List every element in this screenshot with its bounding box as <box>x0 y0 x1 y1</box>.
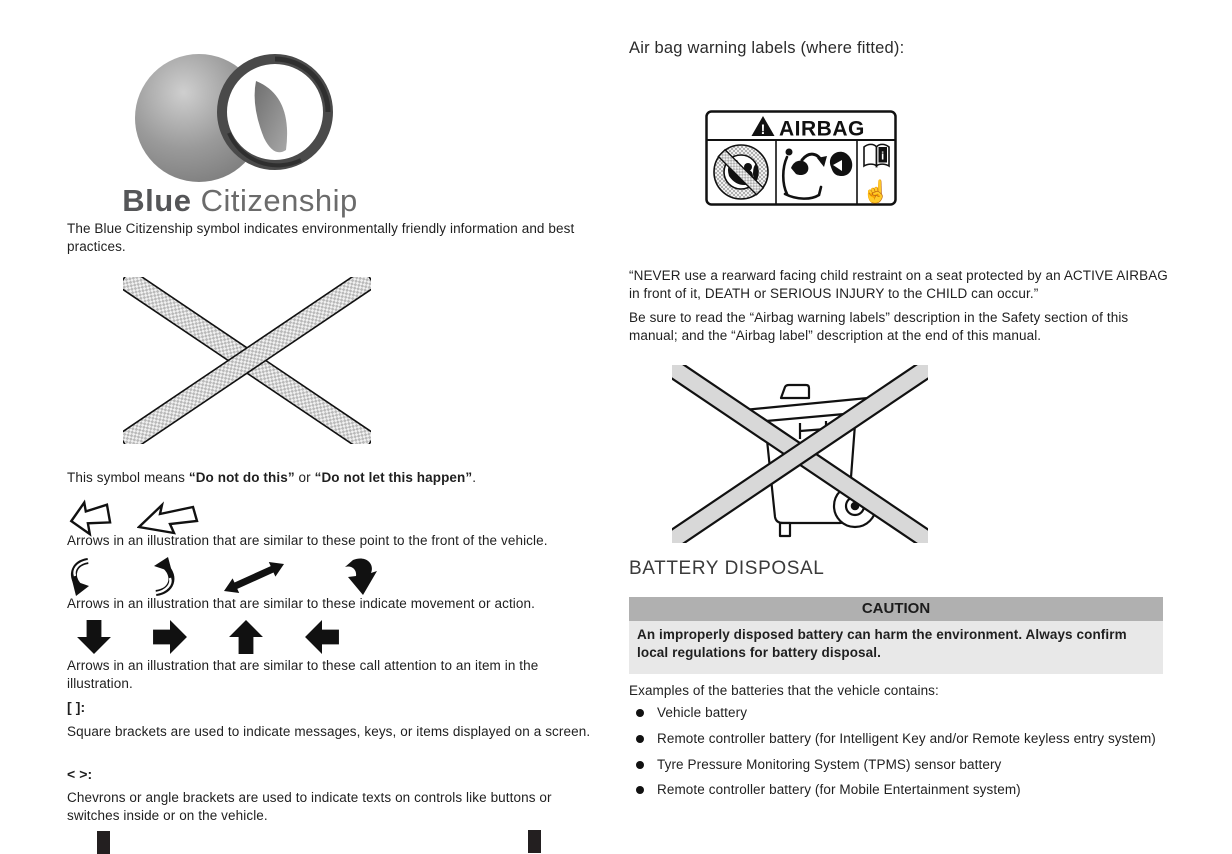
warning-exclamation: ! <box>760 121 766 137</box>
x-symbol-caption <box>67 469 601 487</box>
arrow-block-right-icon <box>152 619 188 655</box>
blue-citizenship-logo-icon <box>125 38 355 186</box>
brand-rest: Citizenship <box>191 183 358 218</box>
bullet-icon <box>636 786 644 794</box>
arrow-block-left-icon <box>304 619 340 655</box>
blue-citizenship-logo-block <box>67 38 413 219</box>
chevrons-label: < >: <box>67 766 93 782</box>
list-item <box>629 730 1169 748</box>
caution-text: An improperly disposed battery can harm the environment. Always confirm local regulations for battery disposal. <box>629 621 1163 674</box>
caution-title: CAUTION <box>629 597 1163 621</box>
caution-box <box>629 597 1163 674</box>
brand-wordmark <box>67 183 413 219</box>
info-mark: i <box>881 150 885 163</box>
square-brackets-caption: Square brackets are used to indicate messages, keys, or items displayed on a screen. <box>67 724 591 739</box>
list-item-text: Tyre Pressure Monitoring System (TPMS) sensor battery <box>657 756 1002 772</box>
arrow-double-diagonal-icon <box>223 559 285 597</box>
x-caption-suffix: . <box>472 470 477 485</box>
bullet-icon <box>636 709 644 717</box>
brand-bold: Blue <box>122 183 192 218</box>
movement-arrows-row <box>67 557 377 597</box>
arrow-rotate-ccw-icon <box>145 557 177 597</box>
square-brackets-label: [ ]: <box>67 699 86 715</box>
registration-mark <box>528 830 541 853</box>
bullet-icon <box>636 761 644 769</box>
airbag-label-title: AIRBAG <box>779 117 865 141</box>
chevrons-caption: Chevrons or angle brackets are used to indicate texts on controls like buttons or switches inside or on the vehicle. <box>67 790 552 823</box>
arrow-curve-down-icon <box>337 557 377 597</box>
besure-paragraph: Be sure to read the “Airbag warning labels” description in the Safety section of this manual; and the “Airbag label” description at the end of this manual. <box>629 310 1129 343</box>
list-item-text: Vehicle battery <box>657 705 748 720</box>
never-paragraph: “NEVER use a rearward facing child restraint on a seat protected by an ACTIVE AIRBAG in front of it, DEATH or SERIOUS INJURY to the CHILD can occur.” <box>629 268 1168 301</box>
battery-list <box>629 704 1169 807</box>
x-caption-mid: or <box>294 470 315 485</box>
list-item-text: Remote controller battery (for Mobile Entertainment system) <box>657 782 1021 798</box>
list-item <box>629 704 1169 722</box>
examples-intro: Examples of the batteries that the vehicle contains: <box>629 683 939 698</box>
x-caption-prefix: This symbol means <box>67 470 189 485</box>
attention-arrows-caption: Arrows in an illustration that are similar to these call attention to an item in the illustration. <box>67 658 539 691</box>
manual-book-icon <box>864 144 889 166</box>
x-caption-bold-b: “Do not let this happen” <box>314 470 473 485</box>
no-rearward-child-seat-icon <box>714 145 768 199</box>
x-caption-bold-a: “Do not do this” <box>188 470 295 485</box>
airbag-heading: Air bag warning labels (where fitted): <box>629 39 905 57</box>
battery-disposal-heading: BATTERY DISPOSAL <box>629 558 825 579</box>
list-item-text: Remote controller battery (for Intelligent Key and/or Remote keyless entry system) <box>657 730 1156 746</box>
registration-mark <box>97 831 110 854</box>
airbag-warning-label <box>705 110 897 206</box>
crossed-out-wheelie-bin-icon <box>672 365 928 543</box>
arrow-rotate-cw-icon <box>67 557 97 597</box>
logo-caption: The Blue Citizenship symbol indicates environmentally friendly information and best practices. <box>67 221 575 254</box>
movement-arrows-caption: Arrows in an illustration that are similar to these indicate movement or action. <box>67 596 535 611</box>
list-item <box>629 781 1169 799</box>
list-item <box>629 756 1169 774</box>
bullet-icon <box>636 735 644 743</box>
do-not-x-icon <box>123 277 371 444</box>
pointing-hand-icon: ☝ <box>862 179 890 204</box>
front-arrows-caption: Arrows in an illustration that are similar to these point to the front of the vehicle. <box>67 533 548 548</box>
arrow-block-down-icon <box>76 619 112 655</box>
arrow-block-up-icon <box>228 619 264 655</box>
attention-arrows-row <box>76 619 340 655</box>
